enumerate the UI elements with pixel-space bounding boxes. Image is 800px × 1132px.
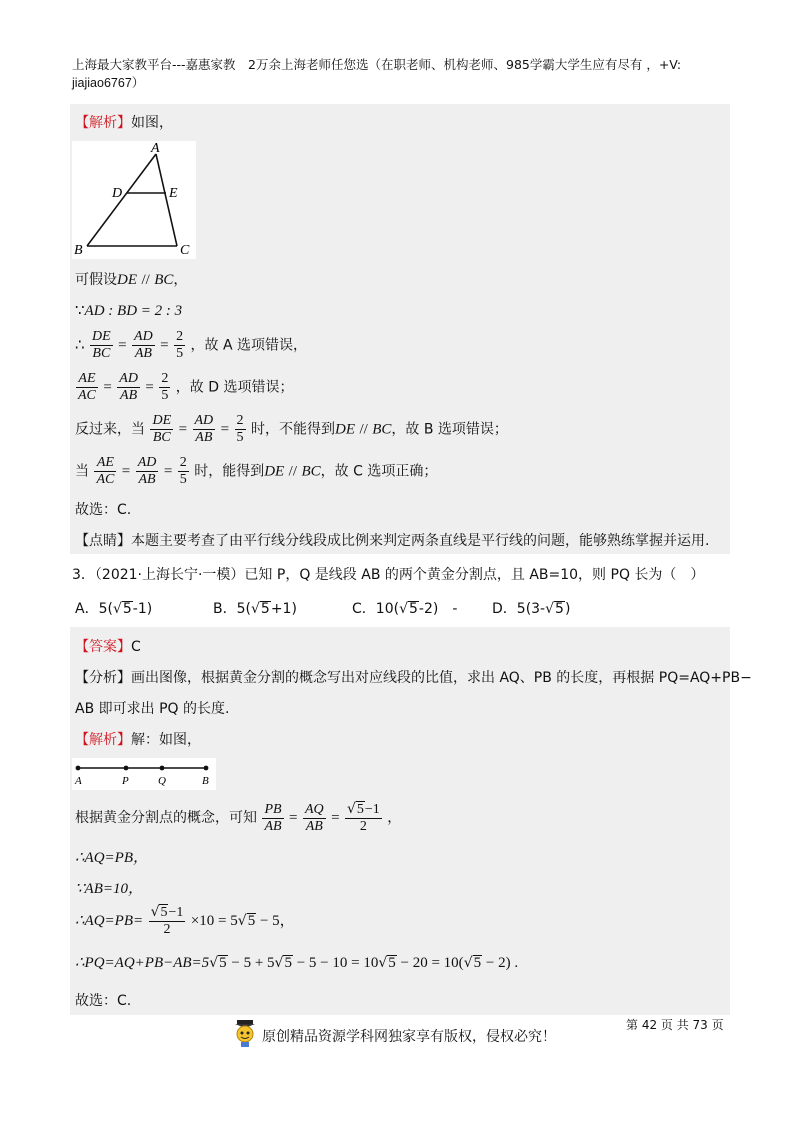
option-letter: A． <box>75 601 99 617</box>
radicand: 5 <box>555 601 564 617</box>
numerator-tail: −1 <box>168 905 184 920</box>
equals-sign: = <box>118 337 127 354</box>
step-b4-pre: ∴PQ=AQ+PB−AB=5 <box>75 955 210 971</box>
denominator: 5 <box>236 430 244 445</box>
segment-bc: BC <box>154 272 174 288</box>
point-label-c: C <box>180 243 190 258</box>
jiexi-tag: 【解析】 <box>75 115 131 131</box>
numerator-tail: −1 <box>364 802 380 817</box>
answer-value: C <box>131 639 141 655</box>
numerator: AQ <box>304 801 324 817</box>
fraction <box>132 329 155 362</box>
radicand: 5 <box>388 955 396 971</box>
segment-de: DE <box>264 463 285 480</box>
option-b[interactable] <box>213 598 297 618</box>
denominator: 5 <box>161 388 169 403</box>
dianjing-text: 本题主要考查了由平行线分线段成比例来判定两条直线是平行线的问题，能够熟练掌握并运用. <box>131 533 710 549</box>
numerator: AD <box>137 455 157 470</box>
radicand: 5 <box>219 955 227 971</box>
dianjing-line <box>75 530 709 550</box>
answer-line <box>75 636 141 656</box>
numerator: DE <box>152 413 172 428</box>
copyright-note: 原创精品资源学科网独家享有版权，侵权必究！ <box>262 1029 556 1045</box>
fraction <box>117 371 140 404</box>
fraction <box>76 371 98 404</box>
fraction <box>303 802 326 835</box>
parallel-sign: // <box>359 421 368 438</box>
step-2-post: ，故 D 选项错误； <box>175 379 294 396</box>
radicand: 5 <box>122 601 132 617</box>
answer-tag: 【答案】 <box>75 639 131 655</box>
denominator: AB <box>120 388 138 403</box>
segment-label-b: B <box>202 775 209 787</box>
because-sign: ∵ <box>75 303 85 319</box>
option-d[interactable] <box>492 598 570 618</box>
step-4-pre: 当 <box>75 463 89 480</box>
step-b4-part-b: − 5 − 10 = 10 <box>292 955 379 971</box>
given-line <box>75 301 182 320</box>
step-b1-text: ∴AQ=PB， <box>75 850 148 866</box>
step-b4-part-d: − 2) . <box>482 955 519 971</box>
segment-label-a: A <box>75 775 82 787</box>
numerator: AE <box>76 371 98 388</box>
step-3-pre: 反过来，当 <box>75 421 145 438</box>
point-label-a: A <box>151 141 160 156</box>
numerator <box>345 801 382 819</box>
jiexi-text: 如图， <box>131 115 173 131</box>
segment-de: DE <box>117 272 137 288</box>
segment-bc: BC <box>372 421 392 438</box>
option-post: +1) <box>270 601 297 617</box>
option-pre: 10( <box>375 601 400 617</box>
step-b4-part-a: − 5 + 5 <box>227 955 275 971</box>
concept-line <box>75 801 401 835</box>
equals-sign: = <box>220 421 230 438</box>
numerator: 2 <box>179 455 187 470</box>
fraction <box>94 455 116 488</box>
equals-sign: = <box>160 337 169 354</box>
equals-sign: = <box>289 810 298 826</box>
numerator: AD <box>119 371 138 386</box>
step-b3-post: ×10 = 5 <box>190 913 238 929</box>
option-letter: C． <box>352 601 376 617</box>
question-stem: 3．（2021·上海长宁·一模）已知 P，Q 是线段 AB 的两个黄金分割点，且 AB=10，则 PQ 长为（ ） <box>72 567 705 583</box>
assume-pre: 可假设 <box>75 272 117 288</box>
header-line-2: jiajiao6767） <box>72 76 145 90</box>
option-c[interactable] <box>352 598 457 618</box>
segment-label-p: P <box>122 775 129 787</box>
denominator: 5 <box>176 346 184 361</box>
header-line-1: 上海最大家教平台---嘉惠家教 2万余上海老师任您选（在职老师、机构老师、985学霸大学生应有尽有 ，+V: <box>72 57 682 72</box>
step-b3-post2: − 5， <box>256 913 295 929</box>
denominator: BC <box>152 430 171 445</box>
point-label-b: B <box>74 243 83 258</box>
sqrt-sign: √ <box>209 955 219 971</box>
radicand: 5 <box>247 913 256 929</box>
assume-line <box>75 269 187 289</box>
denominator: AB <box>134 346 152 361</box>
sqrt-sign: √ <box>463 955 473 971</box>
sqrt-sign: √ <box>274 955 284 971</box>
option-pre: 5(3- <box>516 601 546 617</box>
step-4-mid: 时，能得到 <box>194 463 265 480</box>
sqrt-sign: √ <box>112 601 122 617</box>
equals-sign: = <box>178 421 188 438</box>
concept-post: ， <box>387 810 402 826</box>
sqrt-sign: √ <box>399 601 408 617</box>
jiexi-tag: 【解析】 <box>75 732 131 748</box>
denominator: AB <box>305 818 323 834</box>
option-pre: 5( <box>98 601 113 617</box>
assume-post: ， <box>173 272 188 288</box>
page-number: 第 42 页 共 73 页 <box>626 1018 724 1032</box>
denominator: AB <box>264 818 282 834</box>
denominator: BC <box>92 346 111 361</box>
step-4-post: ，故 C 选项正确； <box>320 463 438 480</box>
fenxi-line-2: AB 即可求出 PQ 的长度. <box>75 701 230 717</box>
numerator: AD <box>194 413 214 428</box>
fraction <box>149 904 186 938</box>
denominator: AB <box>138 472 156 487</box>
jiexi-line <box>75 112 173 132</box>
fraction <box>235 413 246 446</box>
step-b2 <box>75 877 143 898</box>
option-post: -1) <box>132 601 153 617</box>
step-1-post: ，故 A 选项错误， <box>190 337 308 354</box>
jiexi-line-2 <box>75 729 201 749</box>
option-letter: D． <box>492 601 517 617</box>
mascot-icon <box>232 1018 258 1048</box>
fraction <box>193 413 216 446</box>
therefore-sign: ∴ <box>75 337 85 354</box>
numerator: DE <box>92 329 111 344</box>
option-post: -2) - <box>418 601 458 617</box>
segment-label-q: Q <box>158 775 166 787</box>
fraction <box>178 455 189 488</box>
numerator: PB <box>264 801 282 817</box>
sqrt-sign: √ <box>250 601 260 617</box>
numerator: 2 <box>176 329 184 344</box>
fraction <box>150 413 173 446</box>
step-1-line <box>75 329 307 362</box>
choose-line-2: 故选：C. <box>75 993 132 1009</box>
equals-sign: = <box>103 379 112 396</box>
sqrt-sign: √ <box>545 601 555 617</box>
step-b4 <box>75 953 518 972</box>
step-b1 <box>75 846 148 867</box>
radicand: 5 <box>473 955 482 971</box>
jiexi-text: 解：如图， <box>131 732 201 748</box>
point-label-d: D <box>112 186 123 201</box>
denominator: 2 <box>163 922 171 937</box>
sqrt-sign: √ <box>150 904 160 920</box>
fraction <box>159 371 170 404</box>
segment-bc: BC <box>301 463 321 480</box>
equals-sign: = <box>121 463 131 480</box>
step-b3 <box>75 904 295 938</box>
fraction <box>262 802 283 835</box>
numerator: AD <box>134 329 153 344</box>
fenxi-text-1: 画出图像，根据黄金分割的概念写出对应线段的比值，求出 AQ、PB 的长度，再根据 PQ=AQ+PB− <box>131 670 752 686</box>
radicand: 5 <box>284 955 292 971</box>
given-ratio: AD : BD = 2 : 3 <box>84 303 183 319</box>
page-header <box>72 56 732 92</box>
option-letter: B． <box>213 601 237 617</box>
segment-figure <box>72 758 216 790</box>
fenxi-line-1 <box>75 667 752 687</box>
step-b4-part-c: − 20 = 10( <box>396 955 464 971</box>
step-3-mid: 时，不能得到 <box>251 421 335 438</box>
radicand: 5 <box>408 601 418 617</box>
step-4-line <box>75 455 437 488</box>
numerator: AE <box>94 455 116 472</box>
fraction <box>174 329 185 362</box>
dianjing-tag: 【点睛】 <box>75 533 131 549</box>
fraction <box>90 329 113 362</box>
equals-sign: = <box>145 379 154 396</box>
parallel-sign: // <box>288 463 298 480</box>
radicand: 5 <box>260 601 270 617</box>
step-b3-pre: ∴AQ=PB= <box>75 913 144 929</box>
sqrt-sign: √ <box>237 913 247 929</box>
option-a[interactable] <box>75 598 152 618</box>
step-2-line <box>75 371 293 404</box>
equals-sign: = <box>331 810 340 826</box>
step-3-line <box>75 413 508 446</box>
fraction <box>345 801 382 835</box>
numerator: 2 <box>161 371 169 386</box>
step-b2-text: ∵AB=10， <box>75 881 143 897</box>
segment-de: DE <box>335 421 355 438</box>
denominator: 2 <box>359 819 367 834</box>
concept-pre: 根据黄金分割点的概念，可知 <box>75 810 257 826</box>
sqrt-sign: √ <box>378 955 388 971</box>
option-pre: 5( <box>236 601 251 617</box>
numerator <box>149 904 186 922</box>
denominator: AC <box>78 388 96 403</box>
equals-sign: = <box>163 463 173 480</box>
fenxi-tag: 【分析】 <box>75 670 131 686</box>
point-label-e: E <box>169 186 178 201</box>
sqrt-sign: √ <box>346 801 356 817</box>
radicand: 5 <box>356 802 364 817</box>
radicand: 5 <box>160 905 168 920</box>
triangle-figure <box>72 141 196 259</box>
fraction <box>136 455 159 488</box>
denominator: 5 <box>179 472 187 487</box>
parallel-sign: // <box>141 272 150 288</box>
step-3-post: ，故 B 选项错误； <box>391 421 508 438</box>
denominator: AC <box>96 472 115 487</box>
option-post: ) <box>564 601 571 617</box>
denominator: AB <box>195 430 213 445</box>
choose-line-1: 故选：C. <box>75 502 132 518</box>
numerator: 2 <box>236 413 244 428</box>
